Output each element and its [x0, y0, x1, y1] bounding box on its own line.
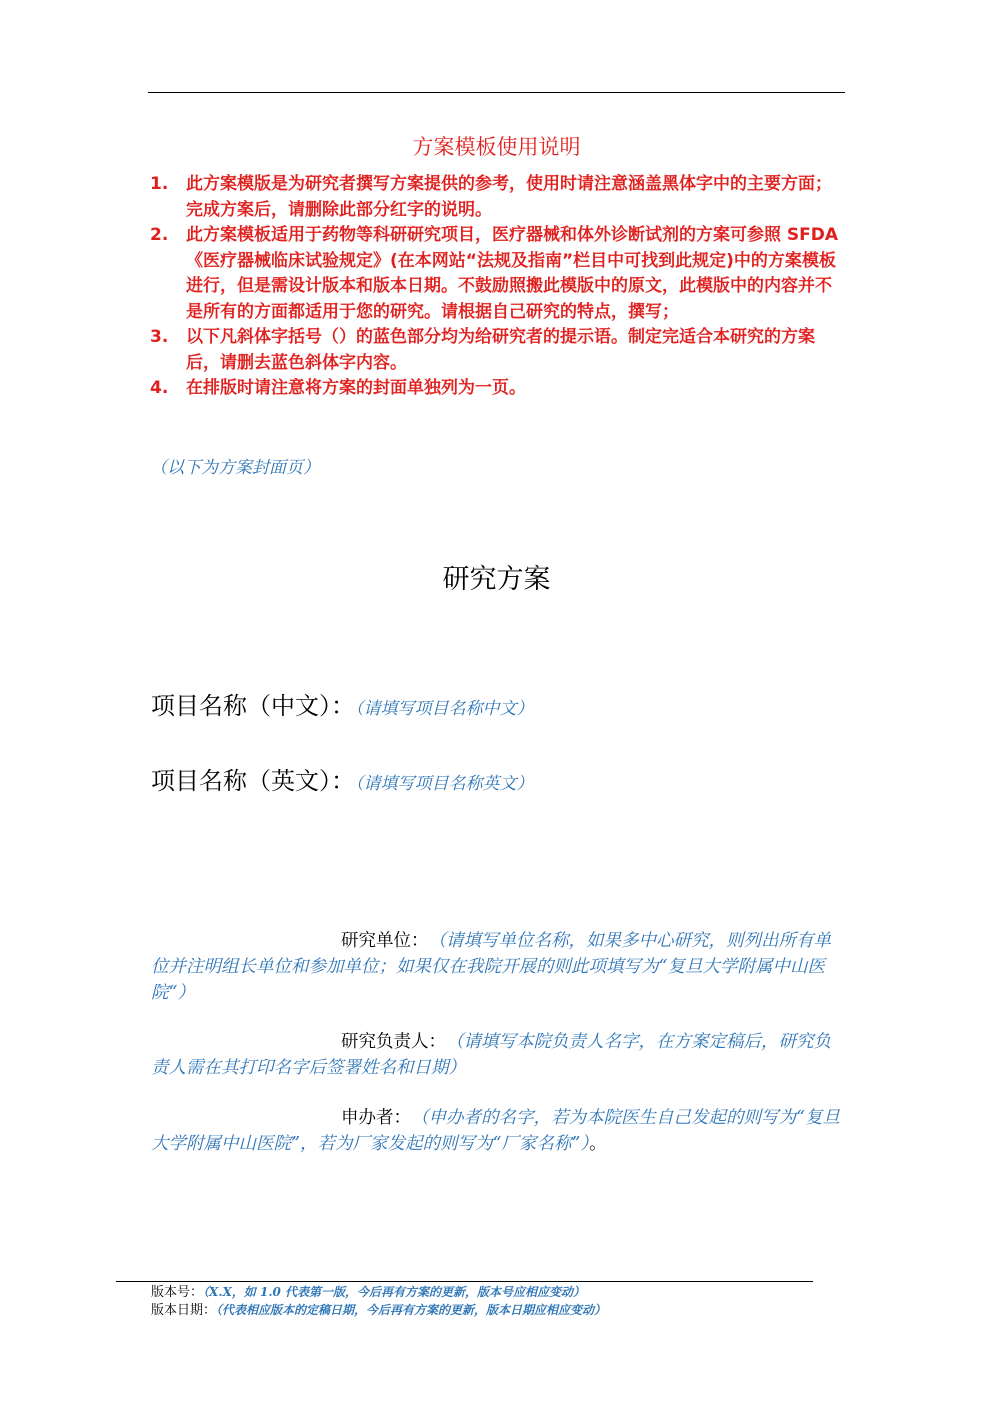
version-date-hint: （代表相应版本的定稿日期，今后再有方案的更新，版本日期应相应变动） [216, 1303, 607, 1317]
notice-list [148, 172, 848, 402]
sponsor-tail: 。 [589, 1134, 607, 1154]
notice-item-number: 4. [150, 378, 169, 398]
principal-investigator-label: 研究负责人： [341, 1032, 446, 1052]
notice-item [148, 325, 848, 376]
principal-investigator-paragraph [151, 1029, 843, 1081]
header-rule [148, 92, 845, 93]
notice-item-text: 此方案模版是为研究者撰写方案提供的参考，使用时请注意涵盖黑体字中的主要方面；完成方案后，请删除此部分红字的说明。 [186, 174, 832, 220]
project-name-cn-label: 项目名称（中文）： [151, 692, 355, 720]
project-name-en-field [151, 763, 534, 802]
notice-item-text: 此方案模板适用于药物等科研研究项目，医疗器械和体外诊断试剂的方案可参照 SFDA《医疗器械临床试验规定》(在本网站“法规及指南”栏目中可找到此规定)中的方案模板进行，但是需设计版本和版本日期。不鼓励照搬此模版中的原文，此模版中的内容并不是所有的方面都适用于您的研究。请根据自己研究的特点，撰写； [186, 225, 839, 322]
research-unit-hint: （请填写单位名称，如果多中心研究，则列出所有单位并注明组长单位和参加单位；如果仅在我院开展的则此项填写为“复旦大学附属中山医院“） [151, 931, 831, 1003]
version-label: 版本号： [151, 1285, 204, 1300]
sponsor-paragraph [151, 1105, 843, 1157]
document-title: 研究方案 [442, 564, 551, 595]
notice-item [148, 376, 848, 402]
footer-version-date [151, 1301, 606, 1320]
notice-item [148, 223, 848, 325]
project-name-cn-field [151, 688, 534, 727]
footer-rule [116, 1281, 813, 1282]
notice-item-number: 1. [150, 174, 169, 194]
research-unit-label: 研究单位： [341, 931, 429, 951]
notice-item [148, 172, 848, 223]
notice-item-number: 2. [150, 225, 169, 245]
research-unit-paragraph [151, 928, 843, 1006]
sponsor-label: 申办者： [341, 1108, 411, 1128]
notice-item-text: 以下凡斜体字括号（）的蓝色部分均为给研究者的提示语。制定完适合本研究的方案后，请删去蓝色斜体字内容。 [186, 327, 815, 373]
version-hint: （X.X，如 1.0 代表第一版，今后再有方案的更新，版本号应相应变动） [203, 1285, 586, 1299]
sponsor-hint: （申办者的名字，若为本院医生自己发起的则写为“复旦大学附属中山医院”，若为厂家发起的则写为“厂家名称”） [151, 1108, 840, 1154]
notice-item-number: 3. [150, 327, 169, 347]
project-name-en-hint: （请填写项目名称英文） [355, 774, 534, 794]
notice-title: 方案模板使用说明 [412, 135, 581, 159]
cover-page-note: （以下为方案封面页） [150, 458, 320, 478]
version-date-label: 版本日期： [151, 1303, 217, 1318]
principal-investigator-hint: （请填写本院负责人名字，在方案定稿后，研究负责人需在其打印名字后签署姓名和日期） [151, 1032, 831, 1078]
project-name-cn-hint: （请填写项目名称中文） [355, 699, 534, 719]
notice-item-text: 在排版时请注意将方案的封面单独列为一页。 [186, 378, 526, 398]
project-name-en-label: 项目名称（英文）： [151, 767, 355, 795]
footer-version [151, 1283, 585, 1302]
